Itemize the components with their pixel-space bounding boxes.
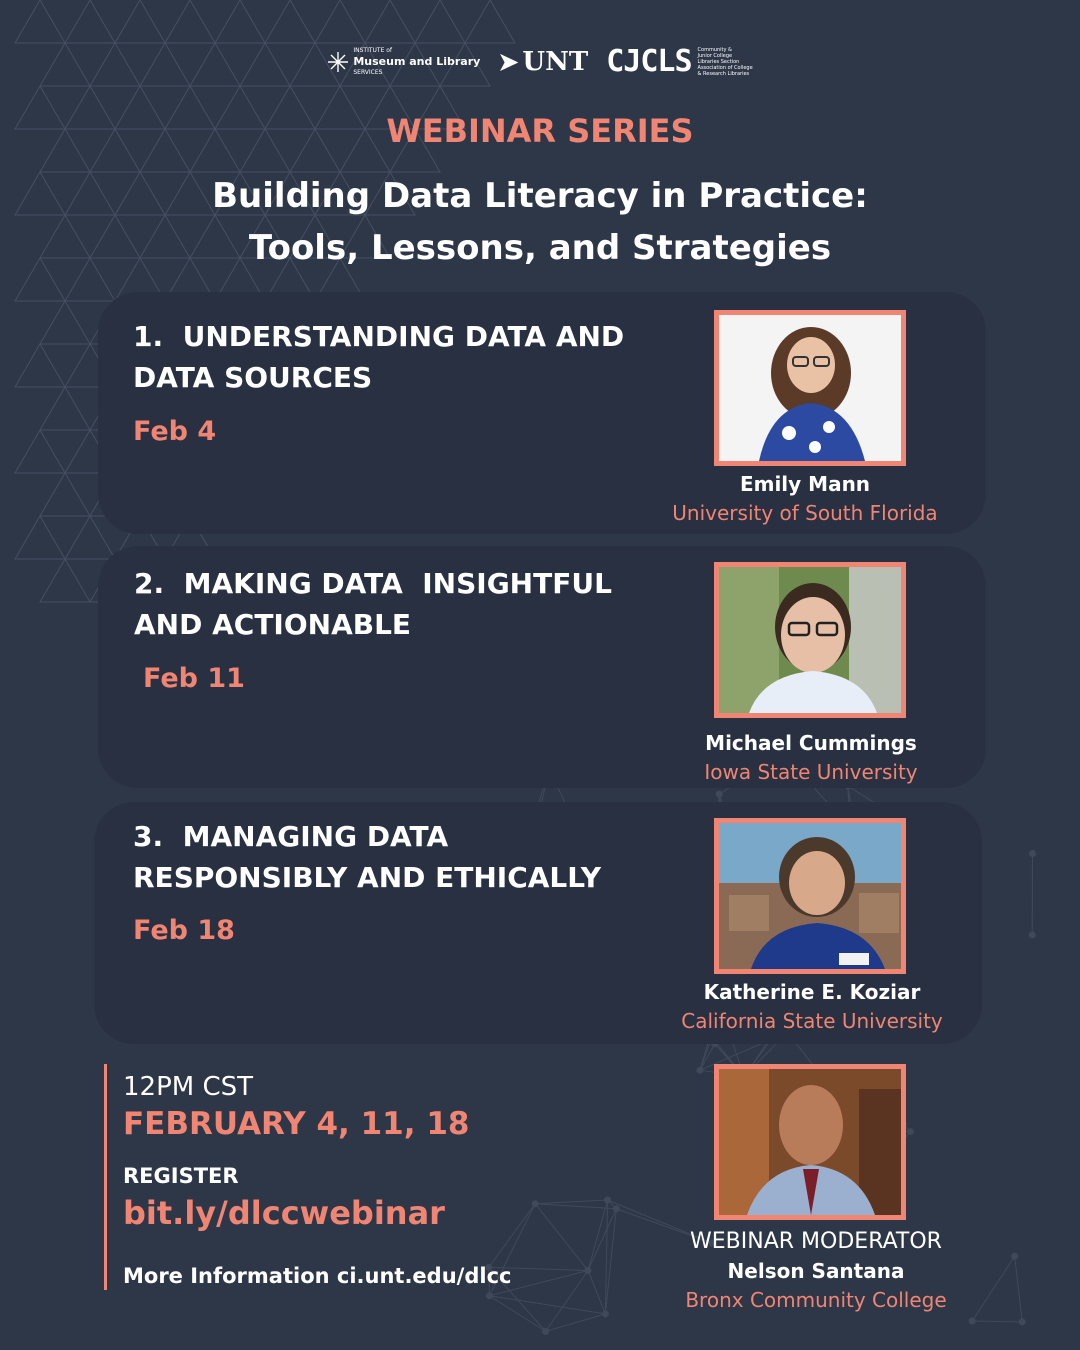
session-3-date: Feb 18: [133, 915, 235, 946]
speaker-photo-katherine-koziar: [714, 818, 906, 974]
moderator-photo-nelson-santana: [714, 1064, 906, 1220]
session-1-title: 1. UNDERSTANDING DATA AND DATA SOURCES: [133, 320, 625, 394]
cjcls-sub-1: Community &: [697, 46, 732, 53]
imls-logo-line1: INSTITUTE of: [353, 47, 393, 54]
cjcls-logo-text: CJCLS: [606, 44, 692, 79]
speaker-1-org: University of South Florida: [672, 501, 938, 525]
cjcls-sub-4: Association of College: [697, 64, 753, 71]
series-label: WEBINAR SERIES: [386, 112, 694, 150]
event-dates: FEBRUARY 4, 11, 18: [123, 1106, 470, 1142]
title-line-1: Building Data Literacy in Practice:: [212, 176, 868, 216]
imls-logo-line2: Museum and Library: [353, 55, 481, 68]
speaker-3-org: California State University: [681, 1009, 943, 1033]
imls-logo-line3: SERVICES: [353, 69, 383, 76]
speaker-3: [652, 978, 972, 1036]
register-label: REGISTER: [123, 1164, 239, 1188]
moderator: [656, 1226, 976, 1315]
person-portrait-icon: [719, 315, 901, 461]
cjcls-sub-3: Libraries Section: [697, 58, 740, 65]
partner-logos: [0, 44, 1080, 79]
speaker-1: [645, 470, 965, 528]
cjcls-sub-2: Junior College: [697, 52, 733, 59]
speaker-3-name: Katherine E. Koziar: [703, 980, 921, 1004]
session-2-title: 2. MAKING DATA INSIGHTFUL AND ACTIONABLE: [134, 567, 612, 641]
session-1-date: Feb 4: [133, 416, 217, 447]
register-link[interactable]: bit.ly/dlccwebinar: [123, 1194, 445, 1232]
event-time: 12PM CST: [123, 1072, 253, 1102]
starburst-icon: [327, 51, 349, 73]
unt-logo-text: UNT: [522, 46, 589, 77]
speaker-2-name: Michael Cummings: [705, 731, 917, 755]
speaker-photo-emily-mann: [714, 310, 906, 466]
page-title: [0, 170, 1080, 274]
imls-logo: [327, 45, 480, 78]
moderator-name: Nelson Santana: [727, 1259, 905, 1283]
speaker-photo-michael-cummings: [714, 562, 906, 718]
cjcls-sub-5: & Research Libraries: [697, 70, 750, 77]
title-line-2: Tools, Lessons, and Strategies: [248, 228, 832, 268]
moderator-role: WEBINAR MODERATOR: [690, 1229, 942, 1254]
speaker-1-name: Emily Mann: [739, 472, 871, 496]
session-2-date: Feb 11: [143, 663, 245, 694]
speaker-2-org: Iowa State University: [704, 760, 918, 784]
session-3-title: 3. MANAGING DATA RESPONSIBLY AND ETHICALLY: [133, 820, 602, 894]
speaker-2: [651, 729, 971, 787]
event-info: [104, 1064, 667, 1290]
eagle-icon: ➤: [498, 47, 519, 76]
unt-logo: [498, 47, 588, 77]
more-info-link[interactable]: More Information ci.unt.edu/dlcc: [123, 1264, 512, 1288]
moderator-org: Bronx Community College: [685, 1288, 947, 1312]
cjcls-logo: [606, 44, 752, 79]
